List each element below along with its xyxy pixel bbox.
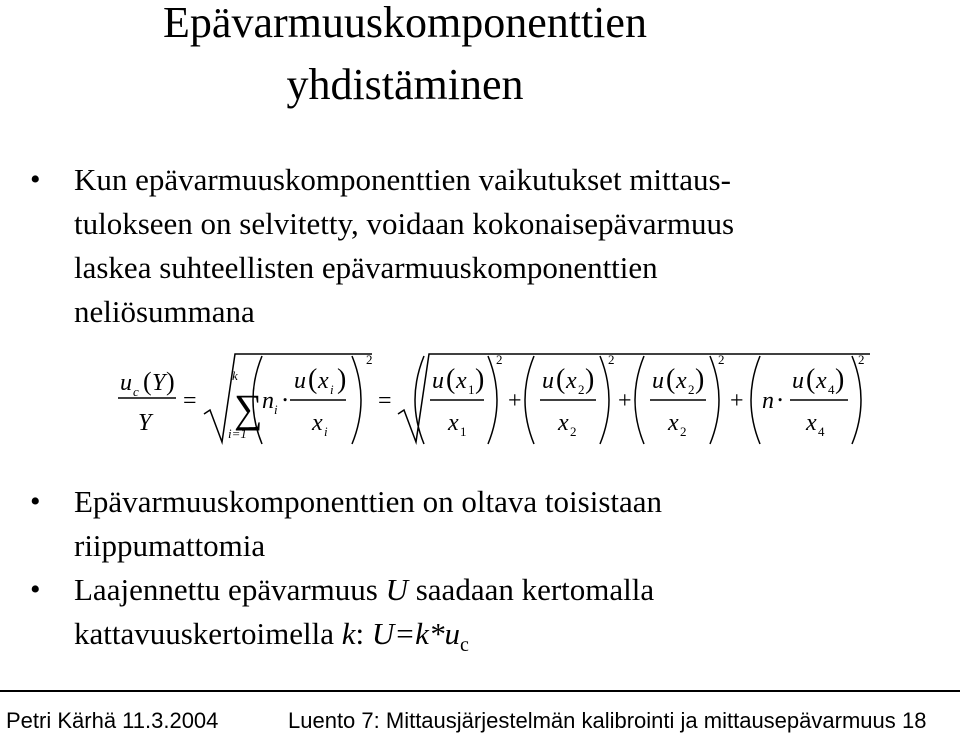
var-k: k bbox=[341, 616, 356, 651]
text-run: kattavuuskertoimella bbox=[74, 616, 342, 651]
formula-sub-i: i bbox=[274, 402, 278, 417]
formula-u: u bbox=[432, 368, 444, 394]
formula-sub-1: 1 bbox=[468, 382, 475, 397]
formula-square: 2 bbox=[496, 352, 503, 367]
text-run: Laajennettu epävarmuus bbox=[74, 572, 386, 607]
bullet-text-line bbox=[74, 568, 654, 612]
formula-paren: ) bbox=[475, 364, 485, 395]
formula-dot: ⋅ bbox=[776, 388, 785, 414]
bullet-text-line: neliösummana bbox=[74, 294, 255, 329]
big-paren-right bbox=[600, 356, 609, 444]
formula-sub-c: c bbox=[133, 384, 139, 399]
formula-sub-2: 2 bbox=[578, 382, 585, 397]
formula-paren: ( bbox=[446, 364, 456, 395]
bullet-dot-icon: • bbox=[30, 485, 41, 518]
formula-x: x bbox=[456, 368, 467, 394]
expanded-uncertainty-formula: U=k*u bbox=[371, 616, 460, 651]
formula-square: 2 bbox=[366, 352, 373, 367]
formula-paren: ( bbox=[806, 364, 816, 395]
var-U: U bbox=[385, 572, 408, 607]
formula-x: x bbox=[312, 410, 323, 436]
formula-x: x bbox=[676, 368, 687, 394]
formula-sum: ∑ bbox=[234, 386, 263, 431]
formula-n: n bbox=[262, 388, 274, 414]
slide-title bbox=[0, 0, 810, 116]
formula-paren: ) bbox=[585, 364, 595, 395]
formula-sub-1: 1 bbox=[460, 424, 467, 439]
formula-x: x bbox=[318, 368, 329, 394]
formula-Y: Y bbox=[138, 410, 152, 436]
footer-divider bbox=[0, 690, 960, 692]
formula-u: u bbox=[120, 370, 132, 396]
bullet-text-line: laskea suhteellisten epävarmuuskomponenttien bbox=[74, 250, 658, 285]
formula-u: u bbox=[542, 368, 554, 394]
bullet-text-line: tulokseen on selvitetty, voidaan kokonaisepävarmuus bbox=[74, 206, 735, 241]
formula-paren: ) bbox=[835, 364, 845, 395]
formula-sub-4: 4 bbox=[818, 424, 825, 439]
text-run: saadaan kertomalla bbox=[407, 572, 655, 607]
formula-paren: ) bbox=[166, 367, 175, 396]
formula-n: n bbox=[762, 388, 774, 414]
formula-x: x bbox=[448, 410, 459, 436]
footer-page-number: 18 bbox=[902, 708, 927, 733]
bullet-text-line: riippumattomia bbox=[74, 528, 266, 563]
formula-x: x bbox=[558, 410, 569, 436]
formula-equals: = bbox=[378, 388, 392, 414]
big-paren-left bbox=[635, 356, 644, 444]
bullet-text-line: Epävarmuuskomponenttien on oltava toisistaan bbox=[74, 484, 663, 519]
formula-paren: ) bbox=[695, 364, 705, 395]
bullet-dot-icon: • bbox=[30, 573, 41, 606]
formula-Y: Y bbox=[152, 370, 166, 396]
formula-paren: ) bbox=[337, 364, 347, 395]
formula-u: u bbox=[792, 368, 804, 394]
big-paren-right bbox=[352, 356, 361, 444]
formula-paren: ( bbox=[556, 364, 566, 395]
bullet-item bbox=[30, 568, 654, 667]
big-paren-left bbox=[751, 356, 760, 444]
bullet-dot-icon: • bbox=[30, 163, 41, 196]
formula-paren: ( bbox=[308, 364, 318, 395]
big-paren-right bbox=[852, 356, 861, 444]
title-line-2: yhdistäminen bbox=[286, 60, 524, 109]
formula-u: u bbox=[652, 368, 664, 394]
formula-x: x bbox=[816, 368, 827, 394]
formula-sub-i: i bbox=[324, 424, 328, 439]
formula-x: x bbox=[806, 410, 817, 436]
formula-x: x bbox=[566, 368, 577, 394]
formula-sub-i: i bbox=[330, 382, 334, 397]
big-paren-right bbox=[488, 356, 497, 444]
formula-sum-lower: i=1 bbox=[228, 426, 247, 441]
formula-u: u bbox=[294, 368, 306, 394]
formula-square: 2 bbox=[718, 352, 725, 367]
formula-sub-2: 2 bbox=[688, 382, 695, 397]
formula-dot: ⋅ bbox=[281, 388, 290, 414]
bullet-text-line bbox=[74, 612, 654, 667]
formula-square: 2 bbox=[608, 352, 615, 367]
bullet-item bbox=[30, 480, 662, 568]
big-paren-right bbox=[710, 356, 719, 444]
formula-paren: ( bbox=[143, 367, 152, 396]
formula-sub-2: 2 bbox=[570, 424, 577, 439]
bullet-item bbox=[30, 158, 734, 334]
formula-sub-4: 4 bbox=[828, 382, 835, 397]
formula-plus: + bbox=[618, 388, 632, 414]
footer-lecture-title: Luento 7: Mittausjärjestelmän kalibrointi ja mittausepävarmuus bbox=[288, 708, 896, 733]
formula-equals: = bbox=[183, 388, 197, 414]
uncertainty-formula bbox=[0, 342, 960, 452]
formula-x: x bbox=[668, 410, 679, 436]
footer-author-date: Petri Kärhä 11.3.2004 bbox=[6, 708, 219, 733]
formula-sub-2: 2 bbox=[680, 424, 687, 439]
big-paren-left bbox=[525, 356, 534, 444]
title-line-1: Epävarmuuskomponenttien bbox=[163, 0, 647, 47]
formula-subscript: c bbox=[459, 634, 469, 657]
text-run: : bbox=[355, 616, 372, 651]
bullet-text-line: Kun epävarmuuskomponenttien vaikutukset mittaus- bbox=[74, 162, 731, 197]
formula-square: 2 bbox=[858, 352, 865, 367]
formula-paren: ( bbox=[666, 364, 676, 395]
formula-sum-upper: k bbox=[232, 368, 238, 383]
formula-plus: + bbox=[508, 388, 522, 414]
formula-plus: + bbox=[730, 388, 744, 414]
